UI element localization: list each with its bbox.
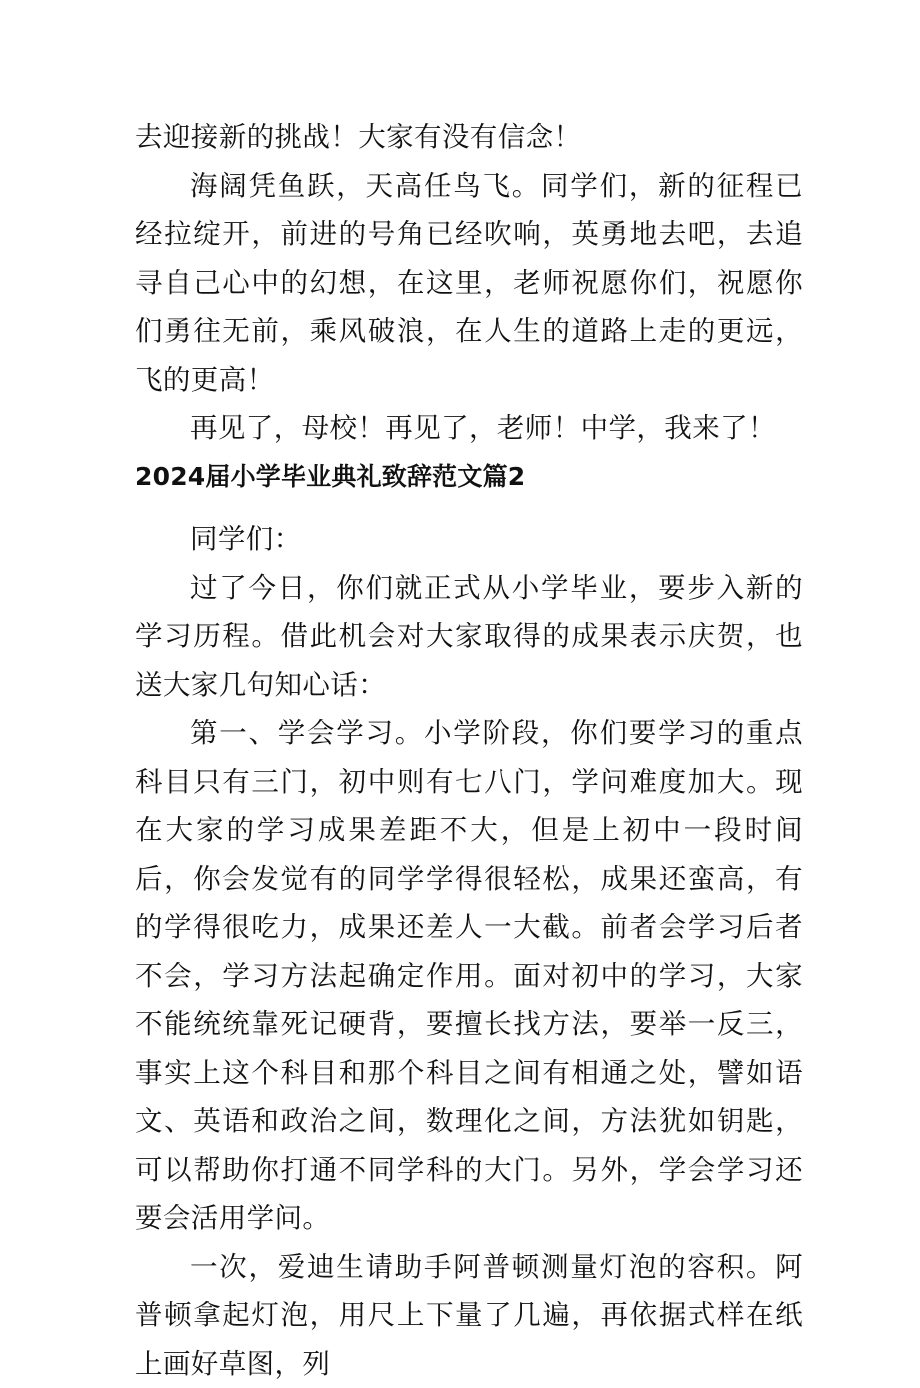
paragraph-6: 第一、学会学习。小学阶段，你们要学习的重点科目只有三门，初中则有七八门，学问难度加大。现在大家的学习成果差距不大，但是上初中一段时间后，你会发觉有的同学学得很轻松，成果还蛮高，有的学得很吃力，成果还差人一大截。前者会学习后者不会，学习方法起确定作用。面对初中的学习，大家不能统统靠死记硬背，要擅长找方法，要举一反三，事实上这个科目和那个科目之间有相通之处，譬如语文、英语和政治之间，数理化之间，方法犹如钥匙，可以帮助你打通不同学科的大门。另外，学会学习还要会活用学问。 [135, 709, 803, 1243]
paragraph-3: 再见了，母校！再见了，老师！中学，我来了！ [135, 404, 803, 453]
paragraph-5: 过了今日，你们就正式从小学毕业，要步入新的学习历程。借此机会对大家取得的成果表示庆贺，也送大家几句知心话： [135, 564, 803, 710]
spacer [135, 501, 803, 515]
paragraph-1: 去迎接新的挑战！大家有没有信念！ [135, 113, 803, 162]
paragraph-7: 一次，爱迪生请助手阿普顿测量灯泡的容积。阿普顿拿起灯泡，用尺上下量了几遍，再依据式样在纸上画好草图，列 [135, 1243, 803, 1388]
paragraph-greeting: 同学们： [135, 515, 803, 564]
paragraph-2: 海阔凭鱼跃，天高任鸟飞。同学们，新的征程已经拉绽开，前进的号角已经吹响，英勇地去吧，去追寻自己心中的幻想，在这里，老师祝愿你们，祝愿你们勇往无前，乘风破浪，在人生的道路上走的更远，飞的更高！ [135, 162, 803, 405]
section-heading: 2024届小学毕业典礼致辞范文篇2 [135, 453, 803, 502]
document-body [135, 113, 803, 1388]
